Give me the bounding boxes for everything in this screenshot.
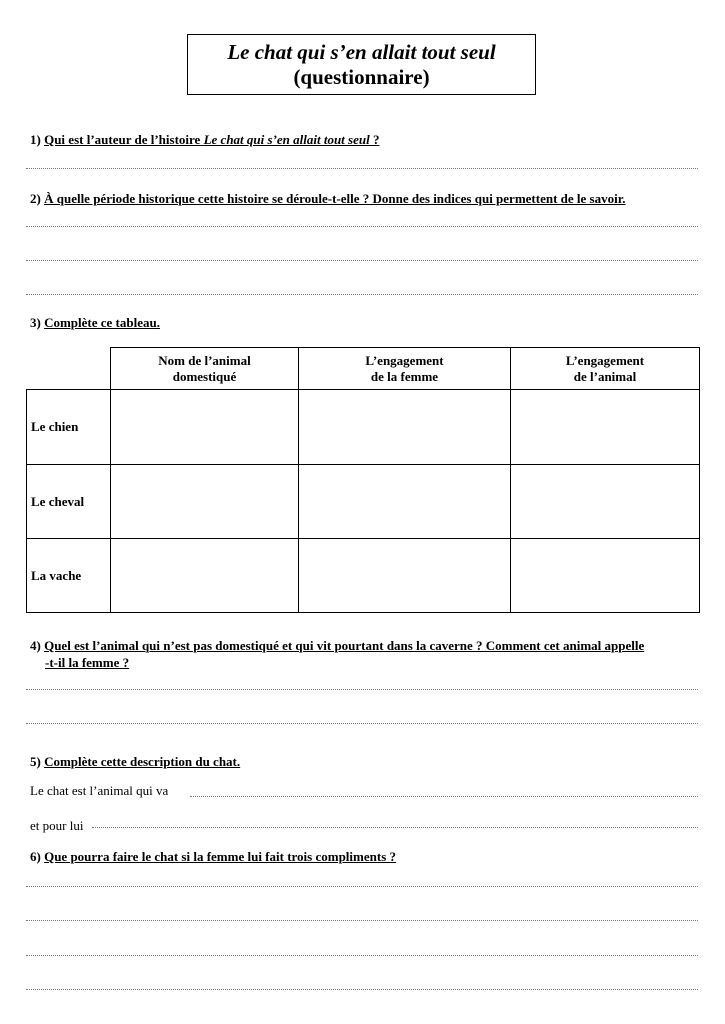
fill-in-line[interactable] [190,796,698,797]
question-mark: ? [372,132,380,147]
animal-table [26,347,700,613]
question-1-text: Qui est l’auteur de l’histoire [44,132,201,147]
question-5 [30,753,700,770]
page-subtitle: (questionnaire) [293,65,430,89]
answer-line[interactable] [26,226,698,227]
question-number: 3) [30,315,41,330]
table-row [27,465,700,539]
row-label-horse: Le cheval [27,465,111,539]
table-header-row [27,348,700,390]
column-header-animal: Nom de l’animal domestiqué [111,348,299,390]
answer-line[interactable] [26,723,698,724]
column-header-woman: L’engagement de la femme [299,348,511,390]
fill-in-line[interactable] [92,827,698,828]
table-cell[interactable] [299,390,511,465]
answer-line[interactable] [26,955,698,956]
answer-line[interactable] [26,989,698,990]
row-label-dog: Le chien [27,390,111,465]
table-row [27,390,700,465]
question-text: Complète ce tableau. [44,315,160,330]
answer-line[interactable] [26,886,698,887]
question-number: 5) [30,754,41,769]
question-number: 2) [30,191,41,206]
question-text: Que pourra faire le chat si la femme lui fait trois compliments ? [44,849,397,864]
table-cell[interactable] [299,539,511,613]
answer-line[interactable] [26,294,698,295]
question-number: 4) [30,638,41,653]
table-cell[interactable] [511,539,700,613]
question-2 [30,190,700,207]
question-number: 6) [30,849,41,864]
table-row [27,539,700,613]
answer-line[interactable] [26,689,698,690]
answer-line[interactable] [26,920,698,921]
question-text: Quel est l’animal qui n’est pas domestiqué et qui vit pourtant dans la caverne ? Comment cet animal appelle [44,638,645,653]
question-3 [30,314,700,331]
title-box [187,34,536,95]
question-text-cont: -t-il la femme ? [45,655,130,670]
table-cell[interactable] [111,539,299,613]
page-title: Le chat qui s’en allait tout seul [227,40,496,64]
table-corner [27,348,111,390]
question-1 [30,131,700,148]
table-cell[interactable] [111,465,299,539]
sentence-start-2: et pour lui [30,818,84,833]
book-title: Le chat qui s’en allait tout seul [203,132,370,147]
answer-line[interactable] [26,260,698,261]
answer-line[interactable] [26,168,698,169]
question-4 [30,637,700,671]
table-cell[interactable] [299,465,511,539]
table-cell[interactable] [511,465,700,539]
question-number: 1) [30,132,41,147]
column-header-animal-engagement: L’engagement de l’animal [511,348,700,390]
question-text: Complète cette description du chat. [44,754,241,769]
question-text [44,132,379,147]
sentence-start-1: Le chat est l’animal qui va [30,783,169,798]
question-text: À quelle période historique cette histoire se déroule-t-elle ? Donne des indices qui permettent de le savoir. [44,191,626,206]
question-6 [30,848,700,865]
table-cell[interactable] [111,390,299,465]
table-cell[interactable] [511,390,700,465]
row-label-cow: La vache [27,539,111,613]
